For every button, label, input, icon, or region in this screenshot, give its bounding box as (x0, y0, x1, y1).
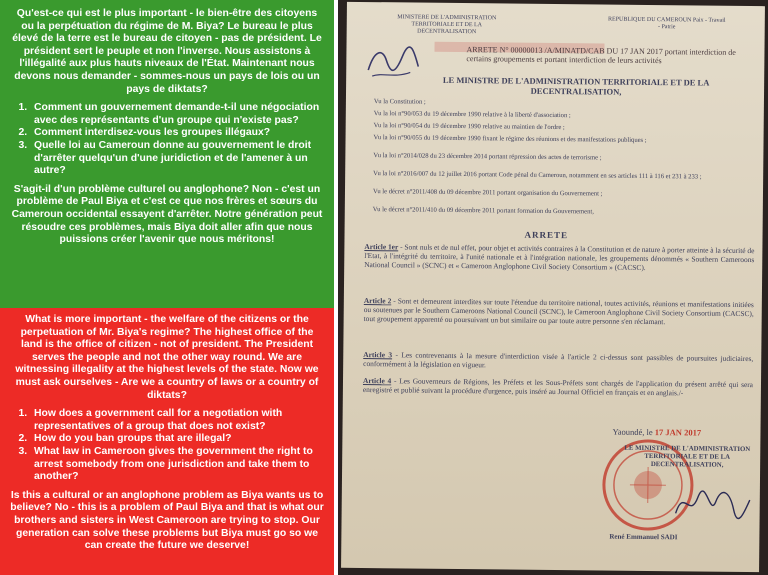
vu-line-3: Vu la loi n°90/054 du 19 décembre 1990 relative au maintien de l'ordre ; (373, 122, 565, 132)
french-question-3: 3. Quelle loi au Cameroun donne au gouvernement le droit d'arrêter quelqu'un d'une juridiction et de l'amener à un autre? (30, 140, 324, 178)
article-2 (364, 296, 754, 328)
vu-line-1: Vu la Constitution ; (373, 98, 426, 106)
article-3 (363, 350, 753, 372)
vu-line-7: Vu le décret n°2011/408 du 09 décembre 2011 portant organisation du Gouvernement ; (372, 188, 603, 198)
article-4-label: Article 4 (362, 376, 392, 386)
vu-line-4: Vu la loi n°90/055 du 19 décembre 1990 fixant le régime des réunions et des manifestations publiques ; (373, 134, 647, 144)
english-closing: Is this a cultural or an anglophone problem as Biya wants us to believe? No - this is a problem of Paul Biya and that is what our brothers and sisters in West Cameroon are trying to stop. Our generation can solve these problems but Biya must go so we can create the future we deserve! (10, 489, 324, 552)
decree-photo (338, 0, 768, 575)
article-4-text: - Les Gouverneurs de Régions, les Préfets et les Sous-Préfets sont chargés de l'application du présent arrêté qui sera enregistré et publié suivant la procédure d'urgence, puis inséré au Journal Officiel en français et en anglais./- (362, 376, 754, 398)
article-3-text: - Les contrevenants à la mesure d'interdiction visée à l'article 2 ci-dessus sont passibles de poursuites judiciaires, conformément à la législation en vigueur. (363, 350, 754, 370)
vu-line-2: Vu la loi n°90/053 du 19 décembre 1990 relative à la liberté d'association ; (373, 110, 571, 120)
article-1-text: - Sont nuls et de nul effet, pour objet et activités contraires à la Constitution et de nature à porter atteinte à la sécurité de l'Etat, à l'intégrité du territoire, à l'unité nationale et à l'intégration nationale, les groupements dénommés « Southern Cameroons National Council » (SCNC) et « Cameroon Anglophone Civil Society Consortium » (CACSC). (364, 242, 755, 273)
decree-paper (341, 2, 765, 572)
article-1 (364, 242, 754, 274)
english-questions-list (10, 408, 324, 484)
signatory-title: LE MINISTRE DE L'ADMINISTRATION TERRITORIALE ET DE LA DECENTRALISATION, (624, 444, 751, 469)
ministre-heading: LE MINISTRE DE L'ADMINISTRATION TERRITORIALE ET DE LA DECENTRALISATION, (442, 74, 710, 97)
french-intro: Qu'est-ce qui est le plus important - le bien-être des citoyens ou la perpétuation du régime de M. Biya? Le bureau le plus élevé de la terre est le bureau de citoyen - pas de président. Le président sert le peuple et non l'inverse. Nous assistons à l'illégalité aux plus hauts niveaux de l'État. Maintenant nous devons nous demander - sommes-nous un pays de lois ou un pays de diktats? (12, 8, 322, 95)
article-3-label: Article 3 (363, 350, 393, 360)
french-questions-list (10, 102, 324, 178)
article-1-label: Article 1er (364, 242, 399, 252)
french-question-1: 1. Comment un gouvernement demande-t-il une négociation avec des représentants d'un groupe qui n'existe pas? (30, 102, 324, 127)
date-place: Yaoundé, le (612, 426, 653, 438)
french-closing: S'agit-il d'un problème culturel ou anglophone? Non - c'est un problème de Paul Biya et c'est ce que nos frères et sœurs du Cameroun occidental essayent d'arrêter. Notre génération peut résoudre ces problèmes, mais Biya doit aller afin que nous puissions créer l'avenir que nous méritons! (11, 183, 323, 246)
vu-line-5: Vu la loi n°2014/028 du 23 décembre 2014 portant répression des actes de terrorisme ; (373, 152, 602, 162)
english-question-3: 3. What law in Cameroon gives the government the right to arrest somebody from one jurisdiction and take them to another? (30, 446, 324, 484)
arrete-title: ARRETE (524, 229, 569, 241)
article-2-label: Article 2 (363, 296, 392, 306)
english-text-panel (0, 308, 334, 575)
french-text-panel (0, 0, 334, 308)
vu-line-8: Vu le décret n°2011/410 du 09 décembre 2011 portant formation du Gouvernement, (372, 206, 594, 216)
article-2-text: - Sont et demeurent interdites sur toute l'étendue du territoire national, toutes activités, réunions et manifestations initiées ou soutenues par le Southern Cameroons National Council (SCNC), le Cameroon Anglophone Civil Society Consortium (CACSC), tout groupement apparenté ou poursuivant un but similaire ou par toute autre personne s'en réclamant. (363, 296, 754, 327)
article-4 (363, 376, 753, 398)
french-question-2: 2. Comment interdisez-vous les groupes illégaux? (30, 127, 324, 140)
vu-line-6: Vu la loi n°2016/007 du 12 juillet 2016 portant Code pénal du Cameroun, notamment en ses articles 111 à 116 et 231 à 233 ; (373, 170, 702, 181)
doc-header-left: MINISTERE DE L'ADMINISTRATION TERRITORIALE ET DE LA DECENTRALISATION (397, 14, 497, 36)
english-question-2: 2. How do you ban groups that are illegal? (30, 433, 324, 446)
signatory-name: René Emmanuel SADI (609, 532, 678, 542)
english-intro: What is more important - the welfare of the citizens or the perpetuation of Mr. Biya's regime? The highest office of the land is the office of citizen - not of president. The President serves the people and not the other way round. We are witnessing illegality at the highest levels of the state. Now we must ask ourselves - Are we a country of laws or a country of diktats? (15, 314, 319, 401)
handwritten-note-icon (364, 42, 422, 83)
handwritten-signature-icon (672, 483, 752, 524)
english-question-1: 1. How does a government call for a negotiation with representatives of a group that does not exist? (30, 408, 324, 433)
date-stamp: 17 JAN 2017 (654, 427, 702, 438)
arrete-number: ARRETE N° 00000013 /A/MINATD/CAB DU 17 JAN 2017 portant interdiction de certains groupements et portant interdiction de leurs activités (466, 45, 736, 66)
doc-header-right: REPUBLIQUE DU CAMEROUN Paix - Travail - Patrie (608, 16, 726, 31)
